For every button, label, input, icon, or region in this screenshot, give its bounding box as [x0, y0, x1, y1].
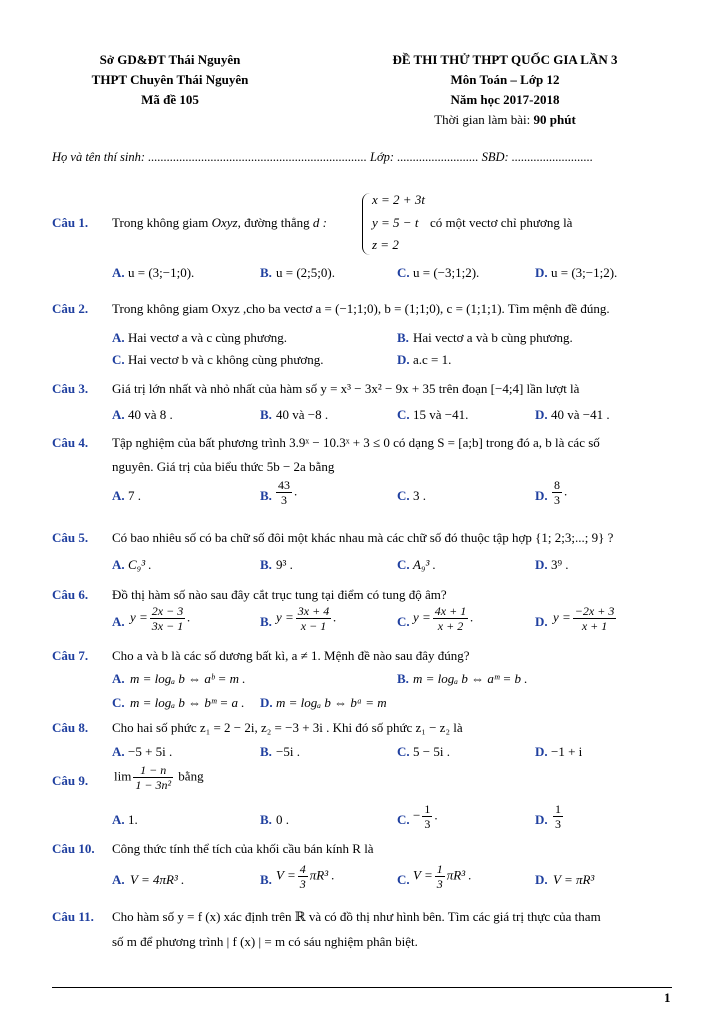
q6-a-y: y = [130, 609, 148, 625]
q6-d-num: −2x + 3 [574, 604, 615, 618]
q10-c-num: 1 [436, 862, 443, 876]
header-duration [340, 112, 670, 128]
q9-den: 1 − 3n² [135, 778, 172, 792]
q9-number: Câu 9. [52, 773, 89, 788]
q5-option-d: 3⁹ . [551, 557, 569, 572]
q8-option-c: 5 − 5i . [413, 744, 450, 759]
header-subject: Môn Toán – Lớp 12 [450, 72, 560, 87]
q10-option-d-label: D. [535, 872, 548, 887]
q1-option-d: u = (3;−1;2). [551, 265, 618, 280]
header-school-name: THPT Chuyên Thái Nguyên [91, 72, 249, 87]
q9-option-d [551, 802, 565, 831]
q4-d-den: 3 [554, 493, 560, 507]
q1-text-b: , đường thẳng [237, 215, 310, 230]
q8-option-c-label: C. [397, 744, 410, 759]
q6-a-num: 2x − 3 [151, 604, 184, 618]
q6-option-b: y = $\frac{3x + 4}{x - 1}$ . [276, 604, 337, 633]
q8-number: Câu 8. [52, 720, 89, 735]
q4-option-d: $\frac{8}{3}$ . [554, 478, 568, 507]
q4-option-c: 3 . [413, 488, 426, 503]
q10-number: Câu 10. [52, 841, 95, 856]
q4-text-line1: Tập nghiệm của bất phương trình 3.9ˣ − 10.3ˣ + 3 ≤ 0 có dạng S = [a;b] trong đó a, b là các số [112, 435, 600, 450]
q1-brace [362, 193, 371, 255]
q2-option-a: Hai vectơ a và c cùng phương. [128, 330, 288, 345]
q11-text-line2: số m để phương trình | f (x) | = m có sáu nghiệm phân biệt. [112, 934, 418, 949]
q6-b-y: y = [276, 609, 294, 625]
q4-b-den: 3 [281, 493, 287, 507]
q3-option-c: 15 và −41. [413, 407, 469, 422]
q9-expression [114, 763, 204, 792]
q9-d-den: 3 [555, 817, 561, 831]
q10-option-c-label: C. [397, 872, 410, 887]
q10-c-post: πR³ . [446, 867, 472, 883]
q7-option-d-label: D. [260, 695, 273, 710]
q3-number: Câu 3. [52, 381, 89, 396]
q11-text-line1: Cho hàm số y = f (x) xác định trên ℝ và có đồ thị như hình bên. Tìm các giá trị thực của tham [112, 909, 601, 924]
q8-option-b: −5i . [276, 744, 300, 759]
q8-option-a: −5 + 5i . [128, 744, 173, 759]
header-school-year: Năm học 2017-2018 [450, 92, 560, 107]
q2-option-b-label: B. [397, 330, 409, 345]
q2-option-c-label: C. [112, 352, 125, 367]
q8-option-a-label: A. [112, 744, 125, 759]
header-exam-code: Mã đề 105 [141, 92, 199, 107]
q5-option-d-label: D. [535, 557, 548, 572]
q1-sys-y: y = 5 − t [372, 215, 419, 230]
q7-number: Câu 7. [52, 648, 89, 663]
q9-d-fraction [553, 802, 563, 831]
q5-text: Có bao nhiêu số có ba chữ số đôi một khác nhau mà các chữ số đó thuộc tập hợp {1; 2;3;...; 9} ? [112, 530, 614, 545]
q4-text-line2: nguyên. Giá trị của biểu thức 5b − 2a bằng [112, 459, 335, 474]
q1-option-d-label: D. [535, 265, 548, 280]
q7-option-d: m = logₐ b ⇔ bᵃ = m [276, 695, 387, 710]
q5-option-b: 9³ . [276, 557, 293, 572]
q8-option-b-label: B. [260, 744, 272, 759]
q1-oxyz: Oxyz [211, 215, 238, 230]
q6-b-den: x − 1 [300, 619, 327, 633]
q7-option-a-label: A. [112, 671, 125, 686]
q9-option-c-label: C. [397, 812, 410, 827]
q4-option-a-label: A. [112, 488, 125, 503]
q10-option-b-label: B. [260, 872, 272, 887]
q2-option-c: Hai vectơ b và c không cùng phương. [128, 352, 324, 367]
q6-a-den: 3x − 1 [151, 619, 184, 633]
q3-option-a: 40 và 8 . [128, 407, 173, 422]
q5-option-a: C₉³ . [128, 557, 152, 572]
q6-c-y: y = [413, 609, 431, 625]
q7-text: Cho a và b là các số dương bất kì, a ≠ 1. Mệnh đề nào sau đây đúng? [112, 648, 470, 663]
q4-b-num: 43 [278, 478, 290, 492]
page-number: 1 [664, 990, 671, 1005]
q9-lim: lim [114, 768, 132, 784]
q7-option-c: m = logₐ b ⇔ bᵐ = a . [130, 695, 245, 710]
q5-option-c: A₉³ . [413, 557, 436, 572]
q4-option-d-label: D. [535, 488, 548, 503]
q9-option-c: − $\frac{1}{3}$ . [413, 802, 438, 831]
q3-text: Giá trị lớn nhất và nhỏ nhất của hàm số y = x³ − 3x² − 9x + 35 trên đoạn [−4;4] lần lượt là [112, 381, 580, 396]
q8-option-d-label: D. [535, 744, 548, 759]
q3-option-a-label: A. [112, 407, 125, 422]
q3-option-d: 40 và −41 . [551, 407, 610, 422]
q6-option-d-label: D. [535, 614, 548, 629]
q4-option-a: 7 . [128, 488, 141, 503]
q6-c-den: x + 2 [437, 619, 464, 633]
q10-c-den: 3 [436, 877, 443, 891]
q10-b-fraction [298, 862, 308, 891]
q1-option-b-label: B. [260, 265, 272, 280]
q4-d-fraction [552, 478, 562, 507]
q1-option-b: u = (2;5;0). [276, 265, 335, 280]
q2-option-a-label: A. [112, 330, 125, 345]
q10-text: Công thức tính thể tích của khối cầu bán kính R là [112, 841, 374, 856]
q3-option-c-label: C. [397, 407, 410, 422]
header-exam-title: ĐỀ THI THỬ THPT QUỐC GIA LẦN 3 [392, 52, 618, 67]
q1-option-c-label: C. [397, 265, 410, 280]
q2-number: Câu 2. [52, 301, 89, 316]
q2-text: Trong không giam Oxyz ,cho ba vectơ a = (−1;1;0), b = (1;1;0), c = (1;1;1). Tìm mệnh đề đúng. [112, 301, 610, 316]
q9-option-a-label: A. [112, 812, 125, 827]
q10-option-d: V = πR³ [553, 872, 595, 887]
footer-rule [52, 987, 672, 988]
q1-sys-z: z = 2 [372, 237, 399, 252]
q10-option-a: V = 4πR³ . [130, 872, 185, 887]
q1-option-a-label: A. [112, 265, 125, 280]
q3-option-b-label: B. [260, 407, 272, 422]
q4-d-num: 8 [554, 478, 560, 492]
q6-d-fraction [573, 604, 617, 633]
duration-value: 90 phút [533, 112, 576, 127]
q6-option-a: y = $\frac{2x - 3}{3x - 1}$ . [130, 604, 191, 633]
q9-option-b-label: B. [260, 812, 272, 827]
q6-option-c: y = $\frac{4x + 1}{x + 2}$ . [413, 604, 474, 633]
q9-d-num: 1 [555, 802, 561, 816]
q6-d-y: y = [553, 609, 571, 625]
q4-b-fraction [276, 478, 292, 507]
q5-option-c-label: C. [397, 557, 410, 572]
q1-text-c: có một vectơ chỉ phương là [430, 215, 573, 230]
q7-option-a: m = logₐ b ⇔ aᵇ = m . [130, 671, 246, 686]
q3-option-b: 40 và −8 . [276, 407, 329, 422]
q10-b-num: 4 [299, 862, 306, 876]
q6-d-den: x + 1 [581, 619, 608, 633]
student-info-line: Họ và tên thí sinh: ...................................................................... Lớp: .......................... SBD: .......................... [52, 150, 594, 164]
q8-option-d: −1 + i [551, 744, 583, 759]
q9-c-num: 1 [424, 802, 431, 816]
q9-num: 1 − n [133, 763, 173, 778]
q1-option-a: u = (3;−1;0). [128, 265, 195, 280]
q6-a-fraction [150, 604, 185, 633]
q1-sys-x: x = 2 + 3t [372, 192, 425, 207]
q2-option-d: a.c = 1. [413, 352, 452, 367]
q10-b-pre: V = [276, 867, 296, 883]
q6-option-c-label: C. [397, 614, 410, 629]
duration-label: Thời gian làm bài: [434, 112, 534, 127]
q6-option-b-label: B. [260, 614, 272, 629]
q9-c-fraction [422, 802, 432, 831]
q9-tail: bằng [178, 768, 204, 784]
q6-text: Đồ thị hàm số nào sau đây cắt trục tung tại điểm có tung độ âm? [112, 587, 447, 602]
q6-b-num: 3x + 4 [297, 604, 330, 618]
q7-option-b: m = logₐ b ⇔ aᵐ = b . [413, 671, 528, 686]
q5-number: Câu 5. [52, 530, 89, 545]
q1-text [112, 215, 327, 231]
q10-c-fraction [435, 862, 445, 891]
q10-b-post: πR³ . [309, 867, 335, 883]
q10-option-a-label: A. [112, 872, 125, 887]
q5-option-a-label: A. [112, 557, 125, 572]
q1-number: Câu 1. [52, 215, 89, 230]
q2-option-d-label: D. [397, 352, 410, 367]
q3-option-d-label: D. [535, 407, 548, 422]
q4-option-b-label: B. [260, 488, 272, 503]
q6-b-fraction [296, 604, 331, 633]
q6-c-fraction [433, 604, 468, 633]
q4-option-b: $\frac{43}{3}$ . [278, 478, 298, 507]
q11-number: Câu 11. [52, 909, 94, 924]
q7-option-c-label: C. [112, 695, 125, 710]
q10-option-c [413, 862, 472, 891]
q9-c-den: 3 [424, 817, 431, 831]
q10-b-den: 3 [299, 877, 306, 891]
q9-option-d-label: D. [535, 812, 548, 827]
q6-c-num: 4x + 1 [434, 604, 467, 618]
q8-text: Cho hai số phức z₁ = 2 − 2i, z₂ = −3 + 3i . Khi đó số phức z₁ − z₂ là [112, 720, 463, 735]
q9-fraction [133, 763, 173, 792]
q4-number: Câu 4. [52, 435, 89, 450]
q4-option-c-label: C. [397, 488, 410, 503]
q9-option-a: 1. [128, 812, 138, 827]
q1-text-a: Trong không giam [112, 215, 209, 230]
q9-c-sign: − [413, 807, 421, 823]
q1-option-c: u = (−3;1;2). [413, 265, 480, 280]
q6-number: Câu 6. [52, 587, 89, 602]
q9-option-b: 0 . [276, 812, 289, 827]
q2-option-b: Hai vectơ a và b cùng phương. [413, 330, 573, 345]
q6-option-a-label: A. [112, 614, 125, 629]
q10-option-b [276, 862, 335, 891]
q6-option-d [553, 604, 618, 633]
q10-c-pre: V = [413, 867, 433, 883]
q7-option-b-label: B. [397, 671, 409, 686]
q5-option-b-label: B. [260, 557, 272, 572]
q1-d: d : [312, 215, 327, 230]
header-school-dept: Sở GD&ĐT Thái Nguyên [99, 52, 241, 67]
